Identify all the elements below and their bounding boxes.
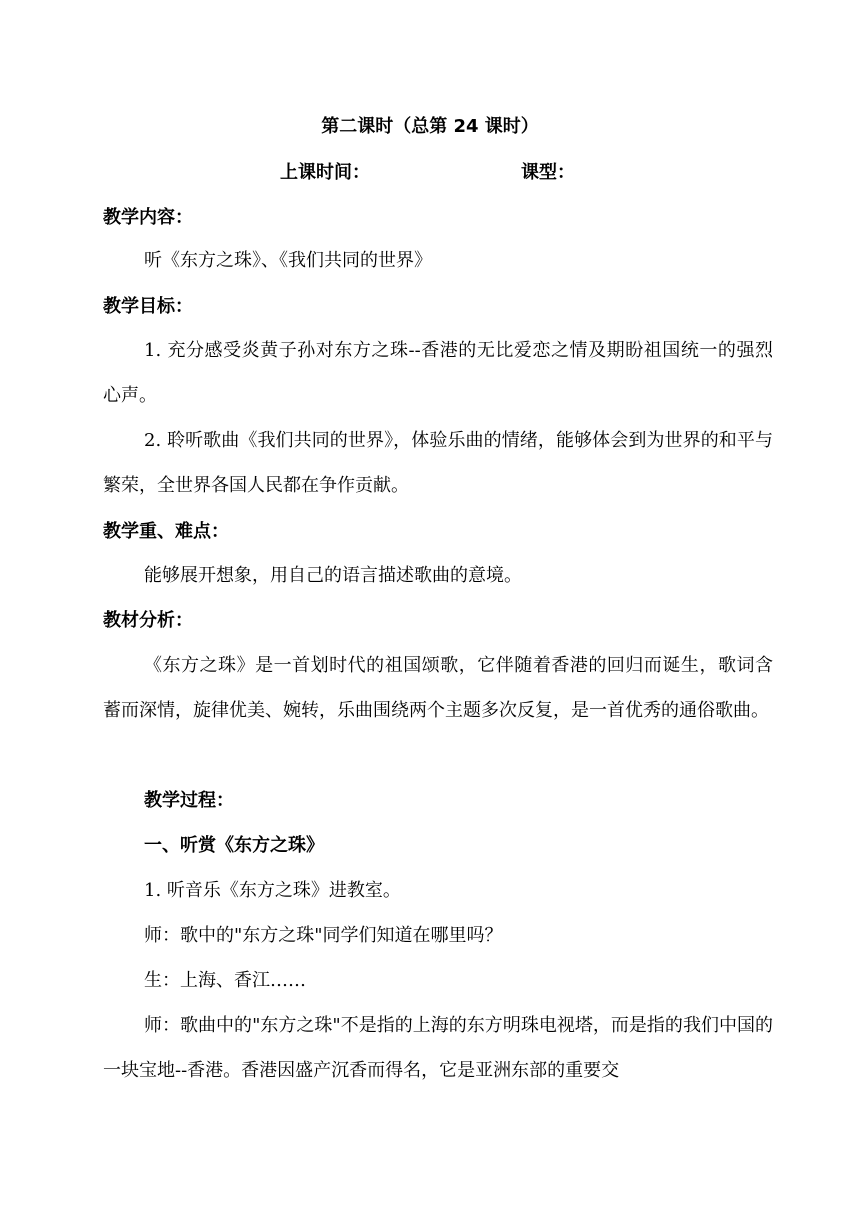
lesson-title: 第二课时（总第 24 课时）	[321, 116, 539, 137]
goals-heading: 教学目标：	[103, 296, 193, 317]
key-points-heading: 教学重、难点：	[103, 521, 229, 542]
content-text: 听《东方之珠》、《我们共同的世界》	[144, 250, 432, 271]
goal-2: 2. 聆听歌曲《我们共同的世界》，体验乐曲的情绪，能够体会到为世界的和平与繁荣，全世界各国人民都在争作贡献。	[103, 430, 773, 496]
dialogue-2: 生：上海、香江……	[144, 970, 306, 991]
step-1-heading: 一、听赏《东方之珠》	[144, 835, 324, 856]
dialogue-1: 师：歌中的"东方之珠"同学们知道在哪里吗？	[144, 925, 503, 946]
class-time-label: 上课时间：	[280, 162, 370, 183]
key-points-text: 能够展开想象，用自己的语言描述歌曲的意境。	[144, 565, 522, 586]
lesson-type-label: 课型：	[521, 162, 575, 183]
content-heading: 教学内容：	[103, 207, 193, 228]
goal-1: 1. 充分感受炎黄子孙对东方之珠--香港的无比爱恋之情及期盼祖国统一的强烈心声。	[103, 340, 773, 406]
step-1-item-1: 1. 听音乐《东方之珠》进教室。	[144, 880, 401, 901]
analysis-text: 《东方之珠》是一首划时代的祖国颂歌，它伴随着香港的回归而诞生，歌词含蓄而深情，旋律优美、婉转，乐曲围绕两个主题多次反复，是一首优秀的通俗歌曲。	[103, 655, 773, 721]
process-heading: 教学过程：	[144, 790, 234, 811]
analysis-heading: 教材分析：	[103, 610, 193, 631]
dialogue-3: 师：歌曲中的"东方之珠"不是指的上海的东方明珠电视塔，而是指的我们中国的一块宝地--香港。香港因盛产沉香而得名，它是亚洲东部的重要交	[103, 1015, 773, 1081]
